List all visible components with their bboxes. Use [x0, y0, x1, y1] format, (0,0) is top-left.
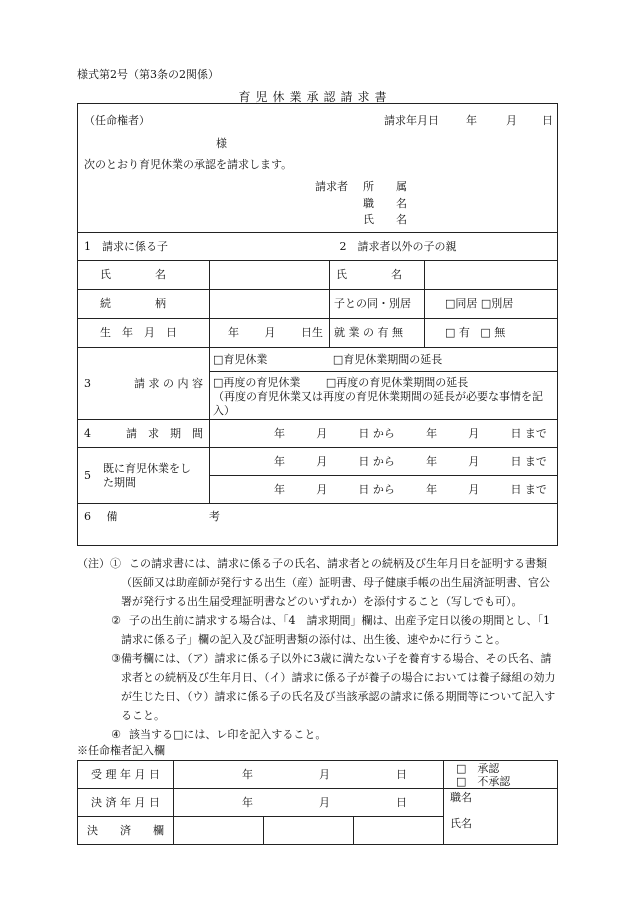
signer-cell[interactable]: [444, 789, 558, 845]
period-end-day: 日 まで: [510, 426, 547, 440]
cohabit-label: 子との同・別居: [330, 290, 425, 319]
section4-number: 4: [84, 426, 91, 440]
section1-number: 1: [84, 239, 91, 253]
remarks-label-a: 備: [106, 510, 118, 523]
request-statement: 次のとおり育児休業の承認を請求します。: [84, 158, 293, 171]
approval-options[interactable]: [444, 761, 558, 789]
decided-month: 月: [319, 795, 330, 809]
again-extension-checkbox[interactable]: □再度の育児休業期間の延長: [325, 376, 469, 389]
past2-start-month: 月: [316, 482, 328, 496]
leave-options-row2[interactable]: [210, 372, 558, 420]
past-period-field-2[interactable]: [210, 476, 558, 504]
remarks-label-b: 考: [209, 510, 220, 523]
child-name-label: 氏 名: [78, 261, 210, 290]
note-4-mark: ④: [111, 728, 121, 741]
approve-checkbox[interactable]: □ 承認: [456, 761, 500, 775]
form-id: 様式第2号（第3条の2関係）: [77, 68, 219, 81]
requester-label: 請求者: [315, 180, 348, 193]
note-3: [77, 649, 557, 725]
header-section: [78, 104, 558, 233]
request-month-label: 月: [506, 114, 517, 127]
decided-day: 日: [396, 795, 407, 809]
note-1: [77, 554, 557, 611]
sama-label: 様: [216, 137, 227, 150]
past1-end-year: 年: [426, 454, 438, 468]
signer-job-title-label: 職名: [450, 791, 472, 804]
section5-label-line1: 既に育児休業をし: [103, 461, 191, 475]
past-period-field-1[interactable]: [210, 448, 558, 476]
section3-label-text: 請 求 の 内 容: [134, 376, 203, 390]
past1-end-month: 月: [468, 454, 480, 468]
relation-label: 続 柄: [78, 290, 210, 319]
cohabit-checkbox-separate[interactable]: □別居: [480, 297, 514, 310]
received-date-field[interactable]: [174, 761, 444, 789]
employment-checkbox-yes[interactable]: □ 有: [445, 326, 470, 339]
past1-start-day: 日 から: [358, 454, 395, 468]
section2-title: [330, 233, 558, 261]
note-2-mark: ②: [111, 614, 121, 627]
past2-end-month: 月: [468, 482, 480, 496]
approval-stamp-2[interactable]: [264, 817, 354, 845]
decided-year: 年: [242, 795, 253, 809]
request-period-field[interactable]: [210, 420, 558, 448]
section6-number: 6: [84, 510, 91, 523]
period-end-month: 月: [468, 426, 480, 440]
note-2: [77, 611, 561, 649]
section1-title-text: 請求に係る子: [102, 239, 168, 253]
received-year: 年: [242, 767, 253, 781]
note-1-text: この請求書には、請求に係る子の氏名、請求者との続柄及び生年月日を証明する書類（医師又は助産師が発行する出生（産）証明書、母子健康手帳の出生届済証明書、官公署が発行する出生届受理証明書などのいずれか）を添付すること（写しでも可）。: [121, 557, 550, 608]
leave-checkbox[interactable]: □育児休業: [213, 352, 268, 366]
request-day-label: 日: [542, 114, 553, 127]
past1-start-month: 月: [316, 454, 328, 468]
note-4-text: 該当する□には、レ印を記入すること。: [129, 728, 327, 741]
birthdate-field[interactable]: [210, 319, 330, 348]
received-day: 日: [396, 767, 407, 781]
other-parent-name-field[interactable]: [425, 261, 558, 290]
past1-end-day: 日 まで: [510, 454, 547, 468]
request-year-label: 年: [466, 114, 477, 127]
office-heading: ※任命権者記入欄: [77, 744, 165, 757]
relation-field[interactable]: [210, 290, 330, 319]
section5-number: 5: [84, 468, 91, 482]
again-leave-checkbox[interactable]: □再度の育児休業: [213, 376, 301, 389]
again-reason-note: （再度の育児休業又は再度の育児休業期間の延長が必要な事情を記入）: [213, 390, 543, 417]
received-date-label: 受 理 年 月 日: [78, 761, 174, 789]
section5-label: [78, 448, 210, 504]
section3-number: 3: [84, 376, 91, 390]
approval-stamp-1[interactable]: [174, 817, 264, 845]
decided-date-field[interactable]: [174, 789, 444, 817]
section3-label: [78, 348, 210, 420]
cohabit-options[interactable]: [425, 290, 558, 319]
approval-stamp-3[interactable]: [354, 817, 444, 845]
section2-title-text: 請求者以外の子の親: [357, 239, 457, 253]
note-1-mark: （注）①: [77, 557, 121, 570]
extension-checkbox[interactable]: □育児休業期間の延長: [332, 352, 443, 366]
approval-column-label: 決 済 欄: [78, 817, 174, 845]
section2-number: 2: [339, 239, 347, 253]
disapprove-checkbox[interactable]: □ 不承認: [456, 774, 511, 788]
period-end-year: 年: [426, 426, 438, 440]
child-name-field[interactable]: [210, 261, 330, 290]
birth-day-label: 日生: [301, 326, 323, 339]
note-2-text: 子の出生前に請求する場合は、「4 請求期間」欄は、出産予定日以後の期間とし、「1 請求に係る子」欄の記入及び証明書類の添付は、出生後、速やかに行うこと。: [121, 614, 561, 646]
past2-end-day: 日 まで: [510, 482, 547, 496]
birth-year-label: 年: [228, 326, 239, 339]
employment-checkbox-no[interactable]: □ 無: [480, 326, 506, 339]
employment-options[interactable]: [425, 319, 558, 348]
notes-section: [77, 554, 561, 744]
leave-options-row1[interactable]: [210, 348, 558, 372]
requester-name-label: 氏 名: [363, 213, 407, 226]
other-parent-name-label: 氏 名: [330, 261, 425, 290]
period-start-year: 年: [274, 426, 285, 440]
form-title: 育児休業承認請求書: [238, 90, 392, 104]
note-3-text: 備考欄には、（ア）請求に係る子以外に3歳に満たない子を養育する場合、その氏名、請求者との続柄及び生年月日、（イ）請求に係る子が養子の場合においては養子縁組の効力が生じた日、（ウ）請求に係る子の氏名及び当該承認の請求に係る期間等について記入すること。: [121, 652, 556, 722]
past1-start-year: 年: [274, 454, 285, 468]
period-start-month: 月: [316, 426, 328, 440]
office-use-table: [77, 760, 558, 845]
past2-start-year: 年: [274, 482, 285, 496]
remarks-field[interactable]: [78, 504, 558, 546]
received-month: 月: [319, 767, 330, 781]
birth-month-label: 月: [264, 326, 276, 339]
signer-name-label: 氏名: [450, 817, 472, 830]
affiliation-label: 所 属: [363, 180, 407, 193]
job-title-label: 職 名: [363, 197, 407, 210]
decided-date-label: 決 済 年 月 日: [78, 789, 174, 817]
birthdate-label: 生 年 月 日: [78, 319, 210, 348]
authority-label: （任命権者）: [84, 114, 150, 127]
section1-title: [78, 233, 330, 261]
past2-end-year: 年: [426, 482, 438, 496]
section4-label: [78, 420, 210, 448]
note-3-mark: ③: [111, 652, 121, 665]
section4-label-text: 請 求 期 間: [126, 426, 203, 440]
cohabit-checkbox-together[interactable]: □同居: [445, 297, 478, 310]
employment-label: 就 業 の 有 無: [330, 319, 425, 348]
period-start-day: 日 から: [358, 426, 395, 440]
past2-start-day: 日 から: [358, 482, 395, 496]
request-form-table: [77, 103, 558, 546]
section5-label-line2: た期間: [103, 475, 136, 489]
request-date-label: 請求年月日: [384, 114, 439, 127]
